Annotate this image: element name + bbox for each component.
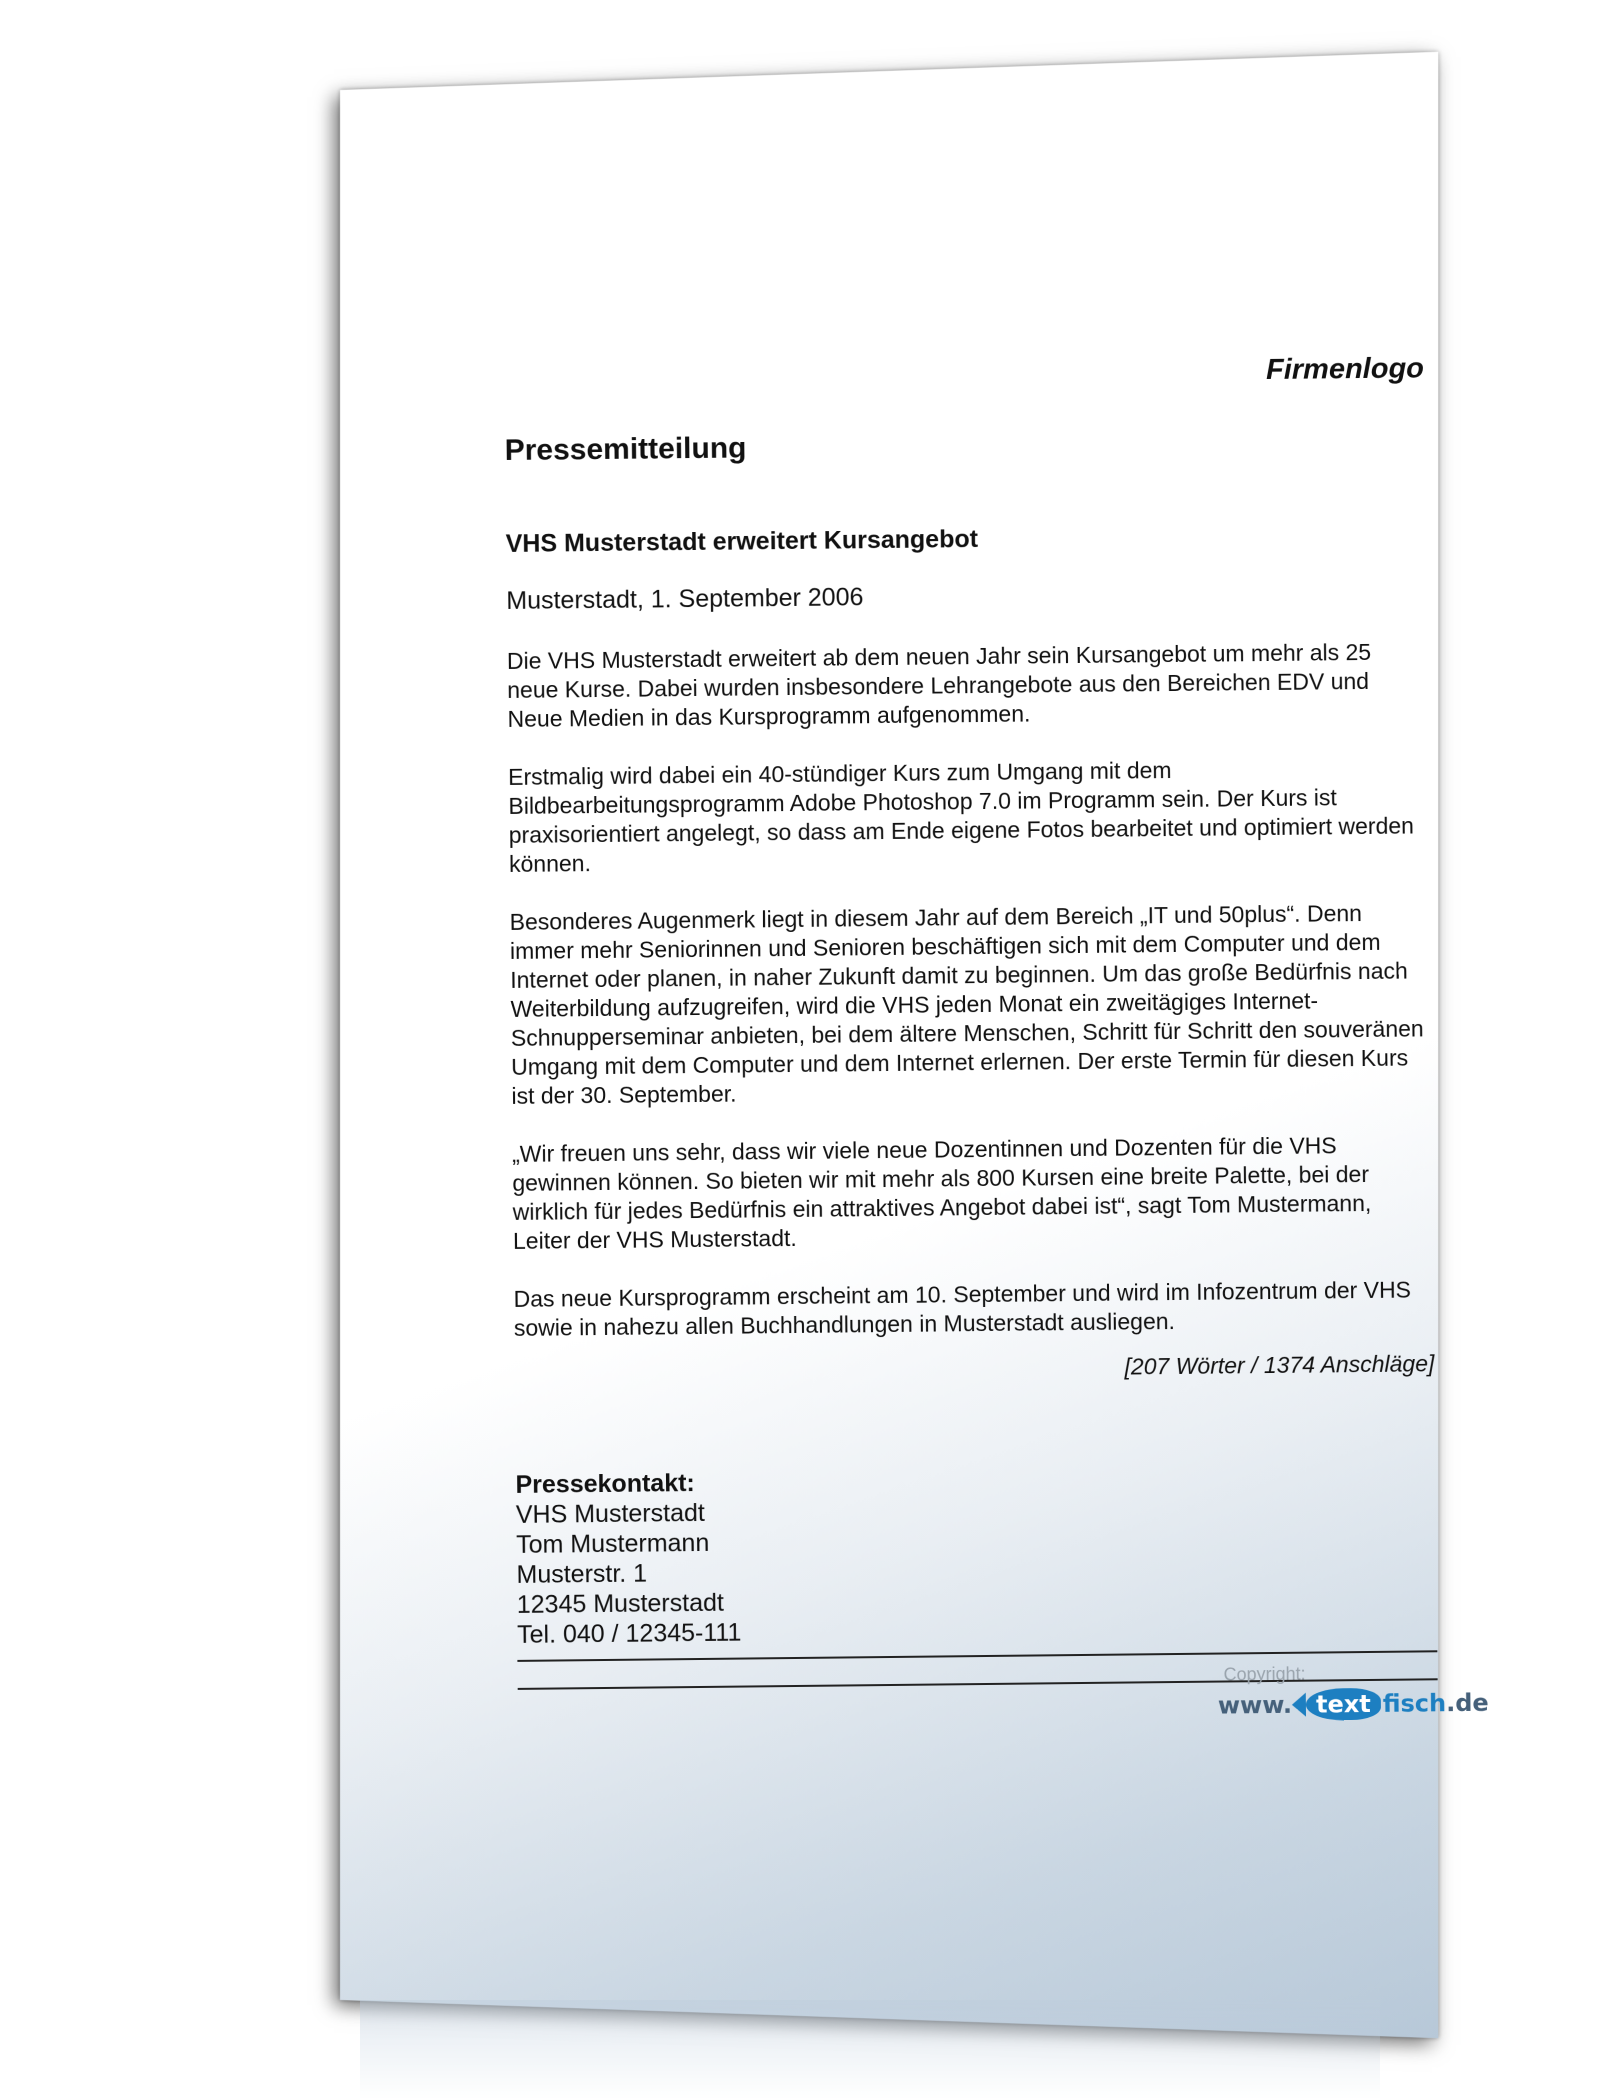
contact-city: 12345 Musterstadt	[516, 1588, 725, 1619]
press-contact	[515, 1468, 741, 1650]
logo-suffix: fisch	[1382, 1689, 1447, 1718]
divider-line	[517, 1650, 1437, 1662]
contact-phone: Tel. 040 / 12345-111	[516, 1618, 742, 1649]
document-title: Pressemitteilung	[504, 431, 747, 467]
contact-street: Musterstr. 1	[516, 1559, 648, 1589]
paragraph-3: Besonderes Augenmerk liegt in diesem Jahr auf dem Bereich „IT und 50plus“. Denn immer mehr Seniorinnen und Senioren beschäftigen sich mit dem Computer und dem Internet oder planen, in naher Zukunft damit zu beginnen. Um das große Bedürfnis nach Weiterbildung aufzugreifen, wird die VHS jeden Monat ein zweitägiges Internet-Schnupperseminar anbieten, bei dem ältere Menschen, Schritt für Schritt den souveränen Umgang mit dem Computer und dem Internet erlernen. Der erste Termin für diesen Kurs ist der 30. September.	[509, 900, 1424, 1109]
contact-person: Tom Mustermann	[516, 1528, 710, 1559]
contact-organization: VHS Musterstadt	[515, 1498, 705, 1529]
textfisch-logo	[1218, 1687, 1489, 1722]
press-headline: VHS Musterstadt erweitert Kursangebot	[505, 525, 979, 558]
dateline: Musterstadt, 1. September 2006	[506, 583, 864, 615]
logo-prefix: www.	[1217, 1690, 1293, 1720]
paragraph-1: Die VHS Musterstadt erweitert ab dem neuen Jahr sein Kursangebot um mehr als 25 neue Kurse. Dabei wurden insbesondere Lehrangebote aus den Bereichen EDV und Neue Medien in das Kursprogramm aufgenommen.	[506, 638, 1372, 732]
contact-heading: Pressekontakt:	[515, 1469, 695, 1499]
document-content	[500, 0, 1489, 2100]
paragraph-4: „Wir freuen uns sehr, dass wir viele neue Dozentinnen und Dozenten für die VHS gewinnen können. So bieten wir mit mehr als 800 Kursen eine breite Palette, bei der wirklich für jedes Bedürfnis ein attraktives Angebot dabei ist“, sagt Tom Mustermann, Leiter der VHS Musterstadt.	[511, 1132, 1372, 1254]
copyright-label: Copyright:	[1223, 1663, 1306, 1685]
copyright-watermark	[1217, 1662, 1489, 1721]
body-text	[507, 637, 1435, 1372]
word-count: [207 Wörter / 1374 Anschläge]	[1124, 1350, 1435, 1380]
paragraph-5: Das neue Kursprogramm erscheint am 10. September und wird im Infozentrum der VHS sowie in nahezu allen Buchhandlungen in Musterstadt ausliegen.	[513, 1276, 1412, 1341]
company-logo-placeholder: Firmenlogo	[1265, 352, 1425, 386]
fish-tail-icon	[1292, 1693, 1306, 1717]
paragraph-2: Erstmalig wird dabei ein 40-stündiger Kurs zum Umgang mit dem Bildbearbeitungsprogramm Adobe Photoshop 7.0 im Programm sein. Der Kurs ist praxisorientiert angelegt, so dass am Ende eigene Fotos bearbeitet und optimiert werden können.	[508, 757, 1415, 877]
fish-icon: text	[1306, 1688, 1381, 1721]
logo-tld: .de	[1445, 1688, 1489, 1718]
